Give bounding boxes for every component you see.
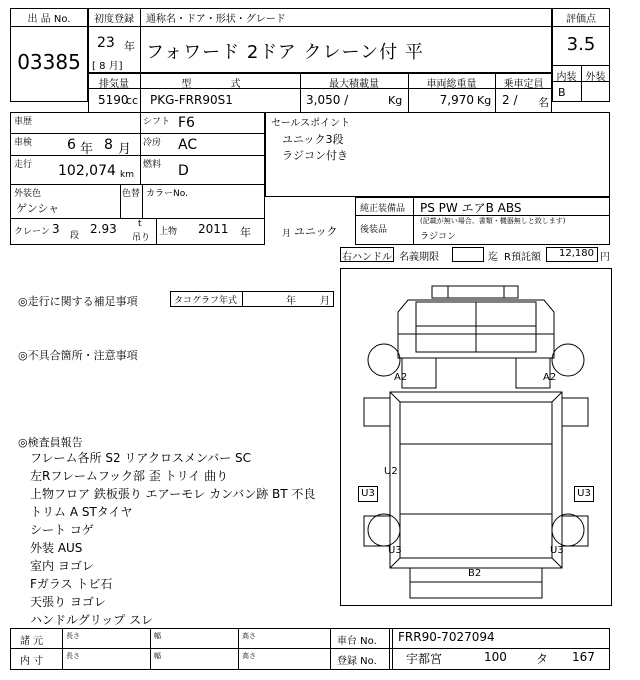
- history-label: 車歴: [14, 117, 33, 127]
- capacity-value: 2 /: [502, 93, 518, 107]
- aftermarket-label: 後装品: [360, 225, 388, 235]
- inspector-line: トリム A STタイヤ: [30, 505, 133, 519]
- displacement-value: 5190: [98, 93, 129, 107]
- sales-point-2: ラジコン付き: [282, 149, 348, 162]
- defects-label: ◎不具合箇所・注意事項: [18, 349, 138, 362]
- gross-weight-label: 車両総重量: [426, 79, 477, 90]
- crane-stage-unit: 段: [70, 231, 80, 241]
- lot-number: 03385: [17, 50, 81, 74]
- fuel-value: D: [178, 163, 189, 179]
- color-no-label: カラーNo.: [146, 189, 188, 199]
- mark-a2-left: A2: [394, 372, 408, 383]
- model-code-label: 型 式: [181, 79, 259, 90]
- crane-year-unit: 年: [240, 226, 251, 239]
- shift-label: シフト: [143, 117, 171, 127]
- crane-label: クレーン: [14, 227, 50, 237]
- handle-value: 右ハンドル: [342, 252, 392, 263]
- crane-capacity-unit-bottom: 吊り: [132, 233, 151, 243]
- exterior-label: 外装: [585, 72, 606, 83]
- crane-capacity: 2.93: [90, 222, 117, 236]
- crane-body-label: 上物: [159, 227, 178, 237]
- tacho-year-unit: 年: [286, 296, 296, 307]
- inspector-line: フレーム各所 S2 リアクロスメンバー SC: [30, 451, 252, 465]
- inspection-year: 6: [67, 137, 76, 153]
- recycle-value: 12,180: [559, 248, 594, 259]
- transfer-label: 名義期限: [399, 252, 439, 263]
- mark-u3-left-box: U3: [358, 486, 378, 502]
- plate-label: 登録 No.: [337, 656, 377, 667]
- width-label: 幅: [154, 632, 161, 640]
- until-label: 迄: [488, 252, 498, 263]
- truck-damage-diagram: [340, 268, 612, 606]
- inspection-month: 8: [104, 137, 113, 153]
- truck-outline-svg: [340, 268, 612, 606]
- mileage-unit: km: [120, 170, 134, 180]
- mileage-label: 走行: [14, 160, 33, 170]
- max-load-label: 最大積載量: [329, 79, 379, 90]
- color-change-label: 色替: [122, 189, 141, 199]
- plate-kana: タ: [536, 652, 549, 666]
- naiyou-label: 内 寸: [20, 656, 44, 667]
- first-reg-year: 23: [97, 35, 115, 51]
- color-label: 外装色: [14, 189, 42, 199]
- interior-label: 内装: [556, 72, 577, 83]
- color-value: ゲンシャ: [16, 202, 60, 215]
- mileage-value: 102,074: [58, 163, 116, 179]
- equipment-label: 純正装備品: [360, 204, 406, 214]
- inspector-line: シート コゲ: [30, 523, 94, 537]
- inspector-line: 室内 ヨゴレ: [30, 559, 94, 573]
- mark-b2: B2: [468, 568, 482, 579]
- inspection-label: 車検: [14, 138, 33, 148]
- fuel-label: 燃料: [143, 160, 162, 170]
- mark-u2: U2: [384, 466, 398, 477]
- inspector-line: Fガラス トビ石: [30, 577, 113, 591]
- inspector-label: ◎検査員報告: [18, 436, 83, 449]
- recycle-unit: 円: [600, 252, 610, 263]
- tacho-label: タコグラフ年式: [174, 296, 238, 306]
- crane-year: 2011: [198, 222, 229, 236]
- crane-maker: ユニック: [294, 225, 338, 238]
- displacement-label: 排気量: [99, 79, 129, 90]
- inspector-line: 左Rフレームフック部 歪 トリイ 曲り: [30, 469, 229, 483]
- mark-u3-right-bottom: U3: [550, 545, 564, 556]
- ac-value: AC: [178, 137, 198, 153]
- inspection-month-unit: 月: [118, 142, 132, 157]
- max-load-value: 3,050 /: [306, 93, 349, 107]
- plate-region: 宇都宮: [406, 652, 443, 666]
- chassis-number: FRR90-7027094: [398, 630, 495, 644]
- capacity-unit: 名: [538, 96, 549, 109]
- sales-points-label: セールスポイント: [271, 118, 351, 129]
- width-label-2: 幅: [154, 652, 161, 660]
- gross-weight-unit: Kg: [477, 94, 492, 107]
- lot-label: 出 品 No.: [27, 14, 71, 25]
- plate-class: 100: [484, 650, 507, 664]
- mark-a2-right: A2: [543, 372, 557, 383]
- capacity-label: 乗車定員: [503, 79, 544, 90]
- aftermarket-value: ラジコン: [420, 232, 457, 242]
- crane-month-unit: 月: [282, 229, 292, 239]
- crane-capacity-unit-top: t: [138, 219, 142, 229]
- first-reg-month: [ 8 月]: [92, 61, 123, 72]
- tacho-month-unit: 月: [320, 296, 330, 307]
- chassis-label: 車台 No.: [337, 636, 377, 647]
- transfer-box: [452, 247, 484, 262]
- mark-u3-left-bottom: U3: [388, 545, 402, 556]
- driving-notes-label: ◎走行に関する補足事項: [18, 295, 138, 308]
- inspector-line: 上物フロア 鉄板張り エアーモレ カンバン跡 BT 不良: [30, 487, 316, 501]
- height-label: 高さ: [242, 632, 256, 640]
- shift-value: F6: [178, 115, 195, 131]
- inspector-line: 外装 AUS: [30, 541, 83, 555]
- interior-grade: B: [558, 86, 566, 99]
- ac-label: 冷房: [143, 138, 162, 148]
- crane-stages: 3: [52, 222, 60, 236]
- displacement-unit: cc: [126, 94, 139, 107]
- grade-value: 3.5: [566, 34, 596, 55]
- first-reg-label: 初度登録: [94, 14, 134, 25]
- height-label-2: 高さ: [242, 652, 256, 660]
- model-name: フォワード 2ドア クレーン付 平: [146, 42, 424, 63]
- model-name-label: 通称名・ドア・形状・グレード: [146, 14, 286, 25]
- max-load-unit: Kg: [388, 94, 403, 107]
- moroshi-label: 諸 元: [20, 636, 44, 647]
- inspector-line: 天張り ヨゴレ: [30, 595, 106, 609]
- sales-point-1: ユニック3段: [282, 133, 344, 146]
- inspection-year-unit: 年: [80, 142, 94, 157]
- first-reg-year-unit: 年: [124, 40, 135, 53]
- grade-label: 評価点: [566, 14, 596, 25]
- model-code-value: PKG-FRR90S1: [150, 93, 233, 107]
- equipment-value: PS PW エアB ABS: [420, 201, 522, 215]
- length-label: 長さ: [66, 632, 80, 640]
- mark-u3-right-box: U3: [574, 486, 594, 502]
- aftermarket-note: (記載が無い場合、書類・機器無しと致します): [420, 217, 566, 225]
- plate-number: 167: [572, 650, 595, 664]
- length-label-2: 長さ: [66, 652, 80, 660]
- gross-weight-value: 7,970: [439, 93, 474, 107]
- recycle-label: R預託額: [504, 252, 541, 263]
- inspector-line: ハンドルグリップ スレ: [30, 613, 154, 627]
